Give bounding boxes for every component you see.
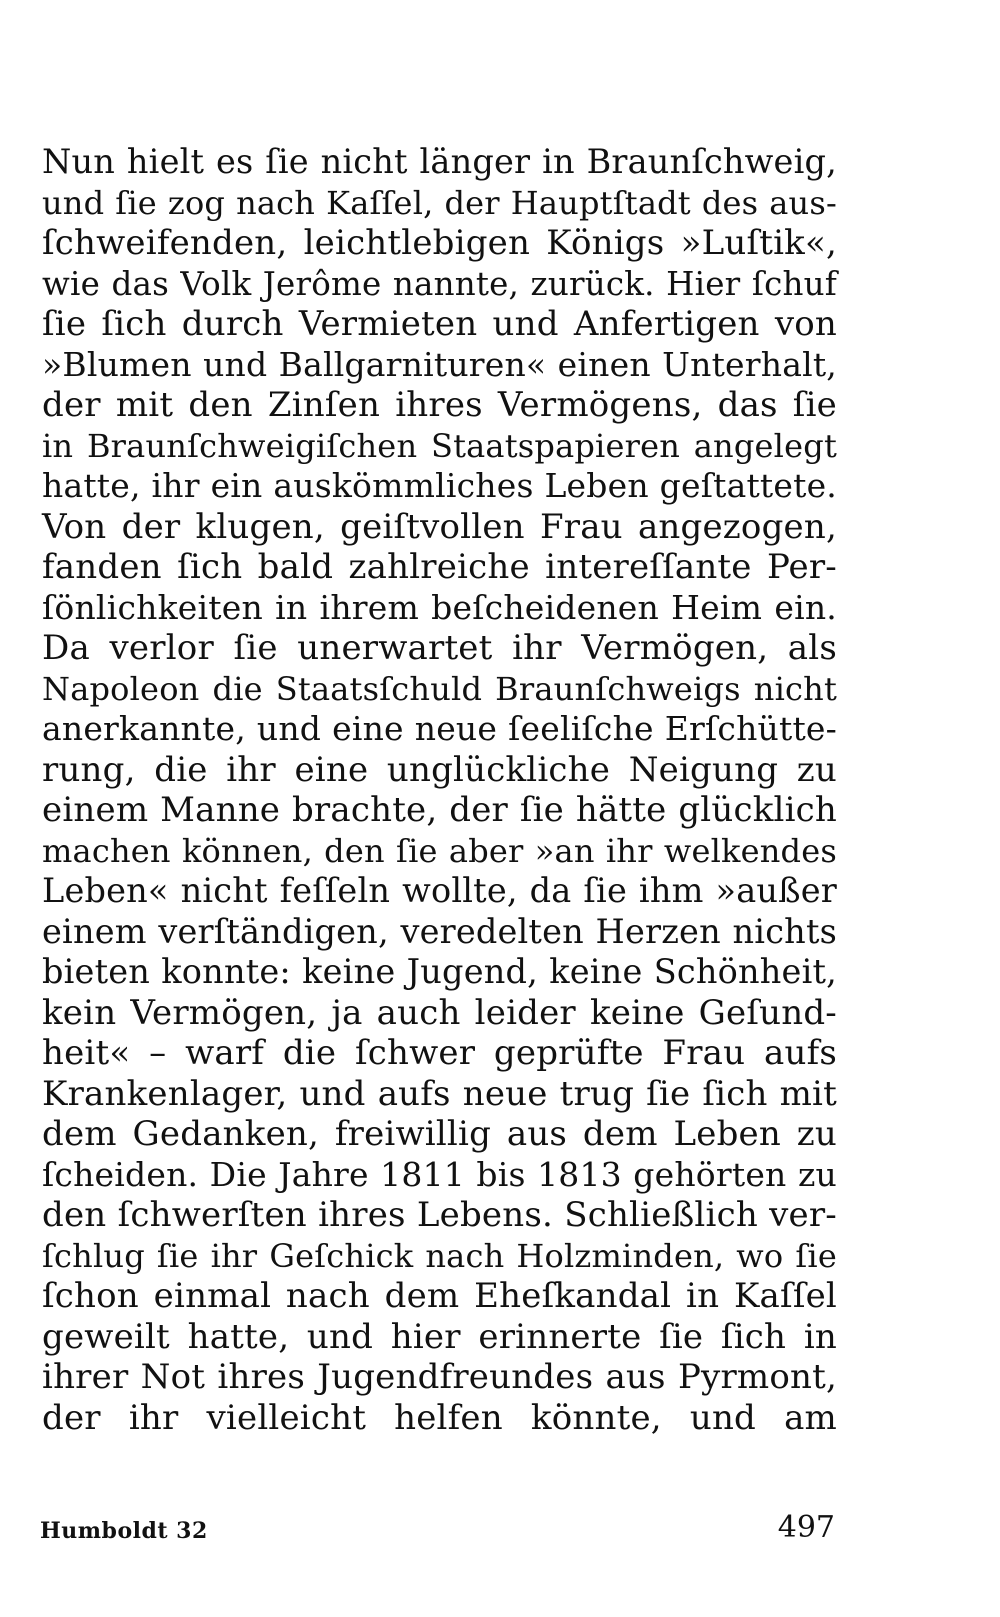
text-line-9: hatte, ihr ein auskömmliches Leben geſtattete. bbox=[42, 466, 837, 505]
text-line-19: Leben« nicht feſſeln wollte, da ſie ihm »außer bbox=[42, 871, 837, 910]
text-line-11: fanden ſich bald zahlreiche intereſſante Per- bbox=[42, 547, 837, 587]
text-line-13: Da verlor ſie unerwartet ihr Vermögen, als bbox=[42, 628, 837, 668]
text-line-23: heit« – warf die ſchwer geprüfte Frau aufs bbox=[42, 1033, 837, 1073]
text-line-26: ſcheiden. Die Jahre 1811 bis 1813 gehörten zu bbox=[42, 1154, 837, 1194]
text-line-21: bieten konnte: keine Jugend, keine Schönheit, bbox=[42, 952, 837, 991]
text-line-14: Napoleon die Staatsſchuld Braunſchweigs nicht bbox=[42, 669, 837, 708]
text-line-17: einem Manne brachte, der ſie hätte glücklich bbox=[42, 790, 837, 830]
text-line-28: ſchlug ſie ihr Geſchick nach Holzminden, wo ſie bbox=[42, 1236, 837, 1275]
text-line-31: ihrer Not ihres Jugendfreundes aus Pyrmont, bbox=[42, 1357, 837, 1397]
text-line-29: ſchon einmal nach dem Eheſkandal in Kaſſel bbox=[42, 1276, 837, 1316]
text-line-30: geweilt hatte, und hier erinnerte ſie ſich in bbox=[42, 1316, 837, 1357]
text-line-6: »Blumen und Ballgarnituren« einen Unterhalt, bbox=[42, 344, 837, 384]
text-line-7: der mit den Zinſen ihres Vermögens, das ſie bbox=[42, 385, 837, 425]
text-line-18: machen können, den ſie aber »an ihr welkendes bbox=[42, 831, 837, 870]
text-line-15: anerkannte, und eine neue ſeeliſche Erſchütte- bbox=[42, 709, 837, 748]
body-text bbox=[42, 142, 837, 1438]
text-line-25: dem Gedanken, freiwillig aus dem Leben zu bbox=[42, 1114, 837, 1154]
text-line-12: ſönlichkeiten in ihrem beſcheidenen Heim ein. bbox=[42, 587, 837, 627]
text-line-24: Krankenlager, und aufs neue trug ſie ſich mit bbox=[42, 1073, 837, 1114]
text-line-3: ſchweifenden, leichtlebigen Königs »Luſtik«, bbox=[42, 223, 837, 263]
page-number: 497 bbox=[777, 1510, 835, 1545]
page-footer bbox=[40, 1510, 835, 1550]
text-line-16: rung, die ihr eine unglückliche Neigung zu bbox=[42, 749, 837, 790]
text-line-32: der ihr vielleicht helfen könnte, und am bbox=[42, 1397, 837, 1438]
text-line-5: ſie ſich durch Vermieten und Anfertigen von bbox=[42, 304, 837, 344]
text-line-4: wie das Volk Jerôme nannte, zurück. Hier ſchuf bbox=[42, 264, 837, 303]
text-line-22: kein Vermögen, ja auch leider keine Geſund- bbox=[42, 992, 837, 1033]
text-line-10: Von der klugen, geiſtvollen Frau angezogen, bbox=[42, 506, 837, 547]
text-line-27: den ſchwerſten ihres Lebens. Schließlich ver- bbox=[42, 1195, 837, 1235]
printer-signature: Humboldt 32 bbox=[40, 1518, 208, 1544]
text-line-8: in Braunſchweigiſchen Staatspapieren angelegt bbox=[42, 426, 837, 465]
text-line-2: und ſie zog nach Kaſſel, der Hauptſtadt des aus- bbox=[42, 183, 837, 222]
text-line-20: einem verſtändigen, veredelten Herzen nichts bbox=[42, 911, 837, 951]
text-line-1: Nun hielt es ſie nicht länger in Braunſchweig, bbox=[42, 142, 837, 181]
